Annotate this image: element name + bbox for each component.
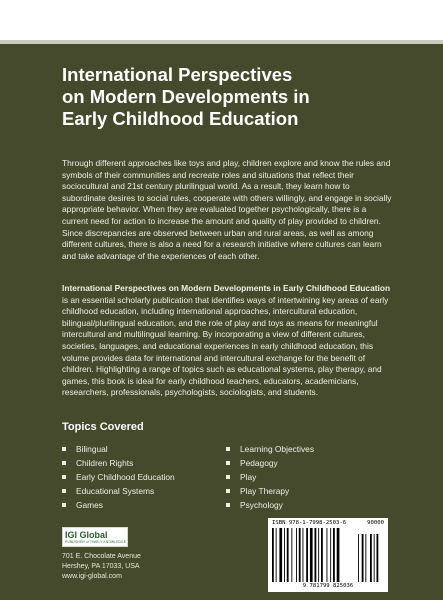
title-line: International Perspectives bbox=[62, 64, 293, 85]
isbn-number: ISBN 978-1-7998-2503-6 bbox=[272, 520, 347, 526]
barcode-bar bbox=[284, 528, 285, 582]
barcode-bar bbox=[362, 534, 364, 582]
list-item: Games bbox=[62, 498, 175, 512]
logo-wordmark: IGI Global bbox=[65, 530, 108, 540]
topics-list-right bbox=[226, 442, 314, 512]
address-line: 701 E. Chocolate Avenue bbox=[62, 553, 141, 560]
barcode-bar bbox=[315, 528, 317, 582]
barcode-bar bbox=[303, 528, 304, 582]
list-item: Play Therapy bbox=[226, 484, 314, 498]
barcode-bar bbox=[327, 528, 328, 582]
list-item: Educational Systems bbox=[62, 484, 175, 498]
publisher-logo bbox=[62, 527, 128, 547]
list-item: Bilingual bbox=[62, 442, 175, 456]
barcode-bar bbox=[306, 528, 308, 582]
barcode-box bbox=[268, 518, 388, 592]
list-item: Pedagogy bbox=[226, 456, 314, 470]
barcode-bar bbox=[318, 528, 319, 582]
back-cover bbox=[0, 40, 443, 600]
barcode-bar bbox=[377, 534, 379, 582]
paragraph-body: is an essential scholarly publication that identifies ways of intertwining key areas of early childhood education, including international approaches, intercultural education, bilingual/plurilingual education, and the role of play and toys as means for meaningful intercultural and multilingual learning. By incorporating a view of different cultures, societies, languages, and educational experiences in early childhood education, this volume provides data for international and intercultural exchange for the benefit of children. Highlighting a range of topics such as educational systems, play therapy, and games, this book is ideal for early childhood teachers, educators, academicians, researchers, professionals, psychologists, sociologists, and students. bbox=[62, 294, 389, 398]
address-line: Hershey, PA 17033, USA bbox=[62, 563, 140, 570]
barcode-bar bbox=[279, 528, 282, 582]
price-code: 90000 bbox=[367, 520, 384, 526]
address-line: www.igi-global.com bbox=[62, 573, 122, 580]
book-title bbox=[62, 64, 392, 130]
top-accent-strip bbox=[0, 40, 443, 44]
barcode-bar bbox=[337, 528, 340, 582]
isbn-text bbox=[272, 520, 384, 526]
barcode-bar bbox=[276, 528, 277, 582]
barcode-bar bbox=[310, 528, 313, 582]
top-margin bbox=[0, 0, 443, 40]
barcode-bar bbox=[365, 534, 366, 582]
list-item: Psychology bbox=[226, 498, 314, 512]
barcode-bar bbox=[374, 534, 375, 582]
barcode-bar bbox=[287, 528, 289, 582]
logo-tagline: PUBLISHER of TIMELY KNOWLEDGE bbox=[65, 540, 127, 544]
barcode-graphic bbox=[272, 528, 384, 582]
barcode-bar bbox=[370, 534, 372, 582]
description-paragraph-1: Through different approaches like toys and play, children explore and know the rules and symbols of their communities and recreate roles and situations that reflect their sociocultural and 21st century plurilingual world. As a result, they learn how to subordinate desires to social rules, cooperate with others willingly, and engage in socially appropriate behavior. When they are evaluated together psychologically, there is a current need for action to increase the amount and quality of play provided to children. Since discrepancies are observed between urban and rural areas, as well as among different cultures, there is also a need for a research initiative where cultures can learn and take advantage of the experiences of each other. bbox=[62, 158, 392, 261]
paragraph-lead-title: International Perspectives on Modern Developments in Early Childhood Education bbox=[62, 283, 391, 293]
title-line: on Modern Developments in bbox=[62, 86, 310, 107]
description-paragraph-2 bbox=[62, 283, 392, 399]
list-item: Learning Objectives bbox=[226, 442, 314, 456]
barcode-bar bbox=[272, 528, 274, 582]
publisher-address bbox=[62, 552, 141, 582]
barcode-bar bbox=[330, 528, 331, 582]
barcode-bar bbox=[291, 528, 292, 582]
title-line: Early Childhood Education bbox=[62, 108, 299, 129]
barcode-bar bbox=[321, 528, 323, 582]
ean-number: 9 781799 825036 bbox=[302, 583, 354, 589]
topics-list-left bbox=[62, 442, 175, 512]
barcode-bar bbox=[296, 528, 297, 582]
list-item: Early Childhood Education bbox=[62, 470, 175, 484]
barcode-bar bbox=[333, 528, 335, 582]
list-item: Play bbox=[226, 470, 314, 484]
barcode-bar bbox=[358, 534, 359, 582]
topics-heading: Topics Covered bbox=[62, 421, 144, 433]
list-item: Children Rights bbox=[62, 456, 175, 470]
barcode-bar bbox=[299, 528, 301, 582]
